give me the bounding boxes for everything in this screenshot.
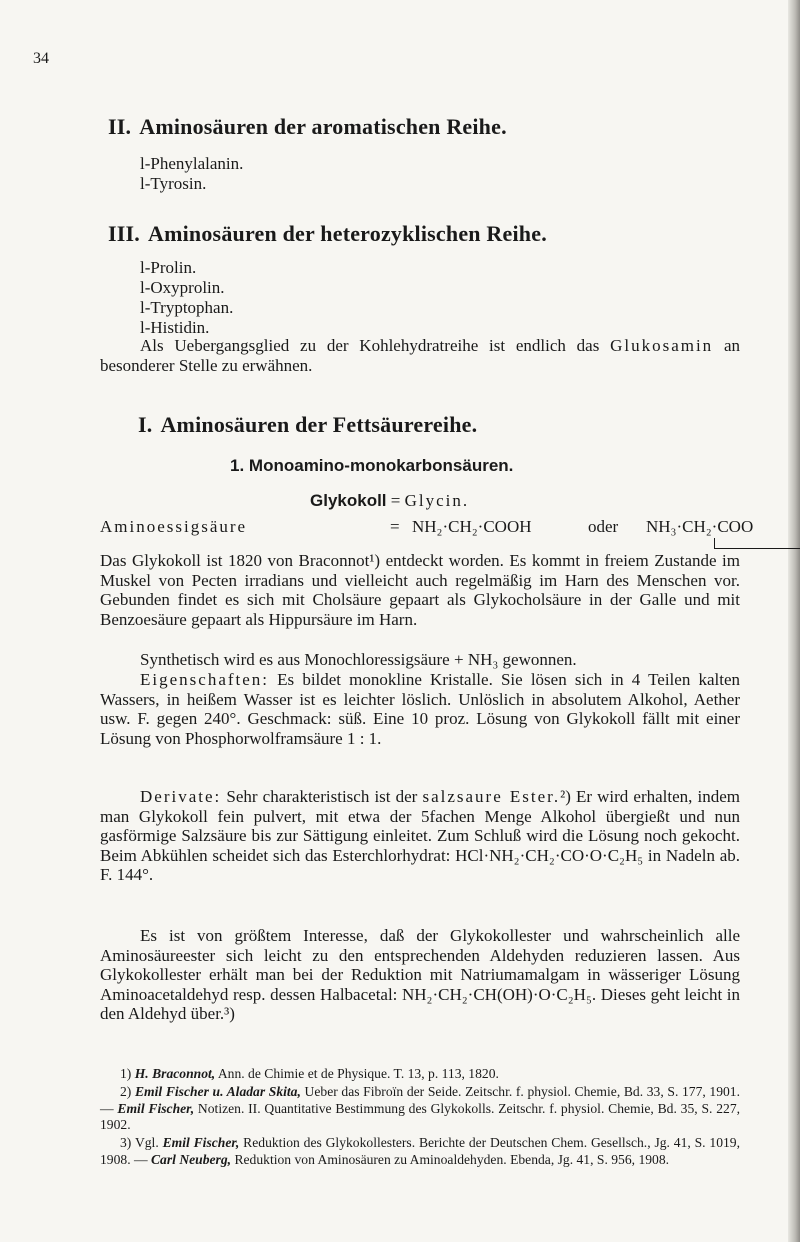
aromatic-list [140, 154, 243, 194]
equals-sign: = [390, 517, 400, 536]
footnote-text: Ann. de Chimie et de Physique. T. 13, p. 113, 1820. [217, 1066, 499, 1081]
formula-zwitterion: NH₃·CH₂·COO [646, 517, 754, 536]
footnote-text: Ueber das Fibroïn der Seide. Zeitschr. f. physiol. Chemie, Bd. 33, S. 177, 1901. — [100, 1084, 741, 1116]
zwitterion-bracket [714, 538, 800, 549]
list-item: l-Oxyprolin. [140, 278, 225, 297]
section-number: II. [108, 114, 132, 139]
section-title: Aminosäuren der aromatischen Reihe. [139, 114, 507, 139]
footnote-text: Reduktion des Glykokollesters. Berichte der Deutschen Chem. Gesellsch., Jg. 41, S. 1019, 1908. — [100, 1135, 741, 1167]
footnote-text: Vgl. [134, 1135, 159, 1150]
compound-synonym: Glycin. [404, 491, 470, 510]
page-spine-edge [788, 0, 800, 1242]
paragraph-text: an besonderer Stelle zu erwähnen. [100, 336, 740, 375]
list-item: l-Phenylalanin. [140, 154, 244, 173]
formula-neutral: NH₂·CH₂·COOH [412, 517, 532, 536]
glykokoll-heading [310, 491, 469, 511]
properties-label: Eigenschaften: [140, 670, 270, 689]
formula-line [100, 517, 754, 537]
footnote-number: 2) [120, 1084, 132, 1099]
heterocyclic-list [140, 258, 233, 338]
footnote-number: 3) [120, 1135, 132, 1150]
section-heading-aromatic [108, 114, 748, 140]
footnote-author: Emil Fischer, [162, 1135, 240, 1150]
glukosamin-paragraph [100, 336, 740, 375]
section-heading-heterocyclic [108, 221, 748, 247]
subsection-title: Monoamino-monokarbonsäuren. [248, 456, 514, 475]
paragraph-esters: Es ist von größtem Interesse, daß der Glykokollester und wahrscheinlich alle Aminosäureester sich leicht zu den entsprechenden Aldehyden reduzieren lassen. Aus Glykokollester erhält man bei der Reduktion mit Natriumamalgam in wässeriger Lösung Aminoacetaldehyd resp. dessen Halbacetal: NH₂·CH₂·CH(OH)·O·C₂H₅. Dieses geht leicht in den Aldehyd über.³) [100, 926, 740, 1024]
footnote-author: Emil Fischer, [117, 1100, 195, 1116]
footnote-2 [100, 1084, 740, 1134]
footnote-1 [100, 1066, 740, 1083]
list-item: l-Tyrosin. [140, 174, 207, 193]
section-number: I. [138, 412, 153, 437]
paragraph-text: Sehr charakteristisch ist der [226, 787, 418, 806]
compound-name: Glykokoll [310, 491, 387, 510]
derivatives-label: Derivate: [140, 787, 222, 806]
footnote-3 [100, 1135, 740, 1168]
emphasized-term: salzsaure Ester. [422, 787, 561, 806]
list-item: l-Histidin. [140, 318, 210, 337]
paragraph-text: ²) Er wird erhalten, indem man Glykokoll fein pulvert, mit etwa der 5fachen Menge Alkohol übergießt und nun gasförmige Salzsäure bis zur Sättigung einleitet. Zum Schluß wird die Lösung noch gekocht. Beim Abkühlen scheidet sich das Esterchlorhydrat: HCl·NH₂·CH₂·CO·O·C₂H₅ in Nadeln ab. F. 144°. [100, 787, 741, 885]
footnote-author: H. Braconnot, [134, 1066, 216, 1081]
list-item: l-Prolin. [140, 258, 197, 277]
emphasized-term: Glukosamin [610, 336, 714, 355]
footnote-author: Carl Neuberg, [150, 1151, 232, 1167]
list-item: l-Tryptophan. [140, 298, 234, 317]
section-title: Aminosäuren der heterozyklischen Reihe. [148, 221, 547, 246]
footnote-text: Notizen. II. Quantitative Bestimmung des Glykokolls. Zeitschr. f. physiol. Chemie, Bd. 35, S. 227, 1902. [100, 1100, 741, 1133]
footnote-author: Emil Fischer u. Aladar Skita, [134, 1084, 301, 1099]
footnote-text: Reduktion von Aminosäuren zu Aminoaldehyden. Ebenda, Jg. 41, S. 956, 1908. [234, 1151, 670, 1167]
footnote-number: 1) [120, 1066, 132, 1081]
paragraph-occurrence: Das Glykokoll ist 1820 von Braconnot¹) entdeckt worden. Es kommt in freiem Zustande im Muskel von Pecten irradians und vielleicht auch regelmäßig im Harn des Menschen vor. Gebunden findet es sich mit Cholsäure gepaart als Glykocholsäure in der Galle und mit Benzoesäure gepaart als Hippursäure im Harn. [100, 551, 740, 629]
paragraph-text: Es bildet monokline Kristalle. Sie lösen sich in 4 Teilen kalten Wassers, in heißem Wasser ist es leichter löslich. Unlöslich in absolutem Alkohol, Aether usw. F. gegen 240°. Geschmack: süß. Eine 10 proz. Lösung von Glykokoll fällt mit einer Lösung von Phosphorwolframsäure 1 : 1. [100, 670, 741, 748]
paragraph-properties [100, 670, 740, 748]
formula-label: Aminoessigsäure [100, 517, 248, 536]
paragraph-derivatives [100, 787, 740, 885]
subsection-heading [230, 456, 513, 476]
section-heading-fatty [138, 412, 778, 438]
page-number: 34 [33, 50, 49, 67]
section-title: Aminosäuren der Fettsäurereihe. [160, 412, 478, 437]
paragraph-text: Als Uebergangsglied zu der Kohlehydratreihe ist endlich das [140, 336, 600, 355]
formula-or: oder [588, 517, 619, 536]
section-number: III. [108, 221, 140, 246]
equals-sign: = [390, 491, 401, 510]
subsection-number: 1. [230, 456, 245, 475]
paragraph-synthesis: Synthetisch wird es aus Monochloressigsäure + NH₃ gewonnen. [140, 650, 577, 669]
